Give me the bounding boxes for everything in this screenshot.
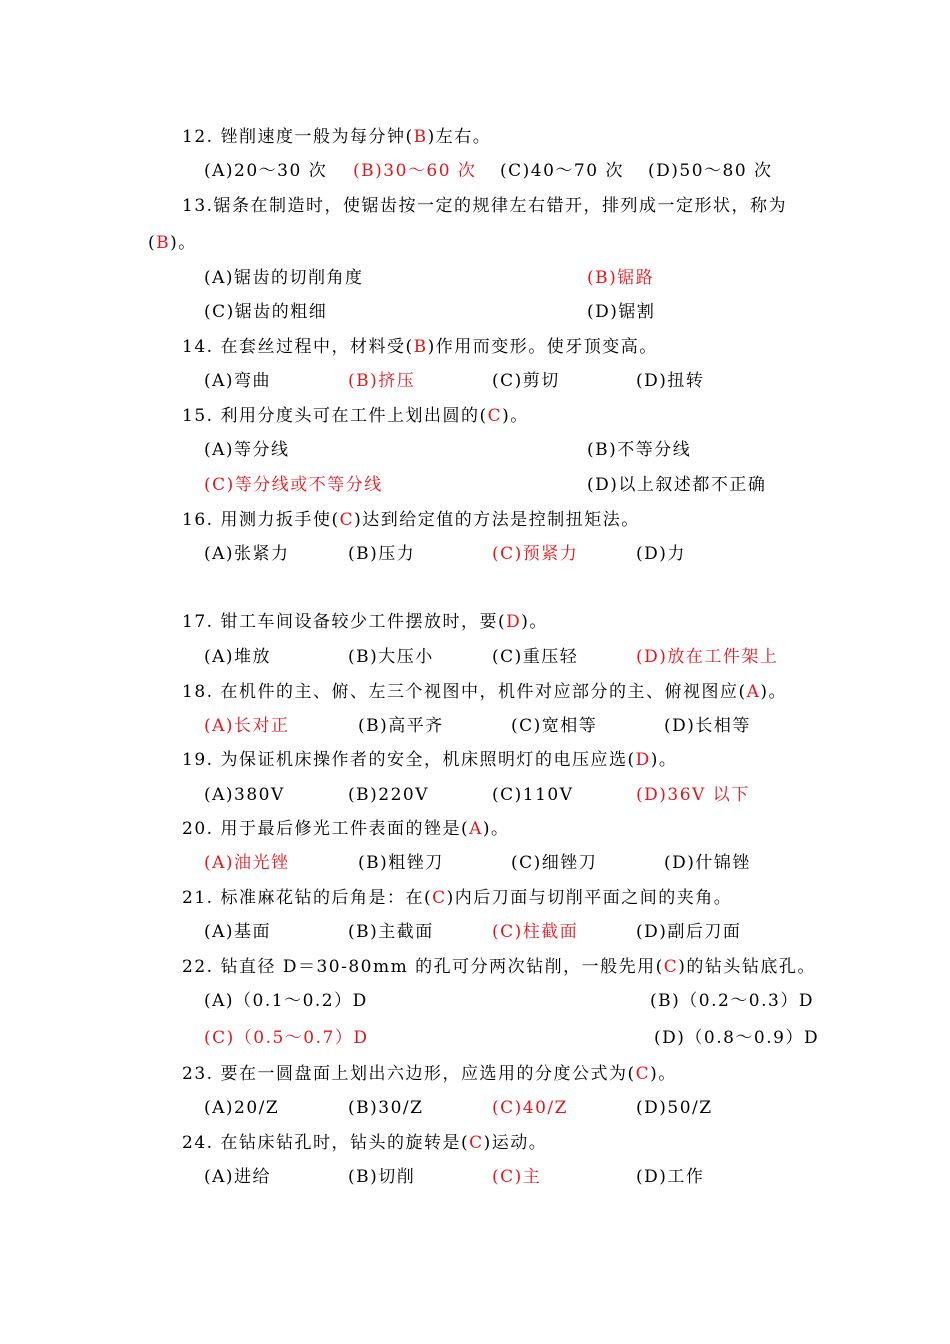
option-13-d: (D)锯割 [587, 302, 656, 322]
option-19-b: (B)220V [348, 785, 429, 805]
question-12: 12. 锉削速度一般为每分钟(B)左右。 [182, 127, 492, 147]
option-23-d: (D)50/Z [636, 1098, 713, 1118]
option-16-c: (C)预紧力 [492, 544, 579, 564]
answer-18: A [746, 682, 761, 702]
question-13-cont: (B)。 [148, 233, 197, 253]
answer-13: B [156, 233, 171, 253]
question-13: 13.锯条在制造时，使锯齿按一定的规律左右错开，排列成一定形状，称为 [182, 196, 788, 216]
answer-23: C [635, 1064, 651, 1084]
question-19: 19. 为保证机床操作者的安全，机床照明灯的电压应选(D)。 [182, 750, 678, 770]
option-20-c: (C)细锉刀 [511, 853, 598, 873]
question-14: 14. 在套丝过程中，材料受(B)作用而变形。使牙顶变高。 [182, 337, 658, 357]
answer-15: C [487, 406, 503, 426]
question-22: 22. 钻直径 D＝30-80mm 的孔可分两次钻削，一般先用(C)的钻头钻底孔。 [182, 957, 816, 977]
option-16-d: (D)力 [636, 544, 686, 564]
answer-20: A [469, 819, 483, 839]
question-21: 21. 标准麻花钻的后角是：在(C)内后刀面与切削平面之间的夹角。 [182, 888, 733, 908]
option-12-a: (A)20～30 次 [204, 161, 328, 181]
option-16-b: (B)压力 [348, 544, 416, 564]
option-15-c: (C)等分线或不等分线 [204, 475, 383, 495]
option-14-a: (A)弯曲 [204, 371, 272, 391]
answer-16: C [339, 510, 355, 530]
option-18-d: (D)长相等 [664, 716, 751, 736]
question-15: 15. 利用分度头可在工件上划出圆的(C)。 [182, 406, 529, 426]
question-18: 18. 在机件的主、俯、左三个视图中，机件对应部分的主、俯视图应(A)。 [182, 682, 787, 702]
option-22-c: (C)（0.5～0.7）D [204, 1028, 369, 1048]
option-20-d: (D)什锦锉 [664, 853, 751, 873]
option-15-a: (A)等分线 [204, 440, 290, 460]
option-24-d: (D)工作 [636, 1167, 705, 1187]
option-13-b: (B)锯路 [587, 268, 655, 288]
answer-24: C [469, 1133, 484, 1153]
question-20: 20. 用于最后修光工件表面的锉是(A)。 [182, 819, 510, 839]
answer-22: C [663, 957, 679, 977]
option-14-b: (B)挤压 [348, 371, 416, 391]
option-23-a: (A)20/Z [204, 1098, 280, 1118]
option-22-d: (D)（0.8～0.9）D [654, 1028, 820, 1048]
option-20-b: (B)粗锉刀 [358, 853, 444, 873]
question-17: 17. 钳工车间设备较少工件摆放时，要(D)。 [182, 612, 548, 632]
option-18-c: (C)宽相等 [511, 716, 598, 736]
option-21-d: (D)副后刀面 [636, 922, 742, 942]
option-18-a: (A)长对正 [204, 716, 290, 736]
question-23: 23. 要在一圆盘面上划出六边形，应选用的分度公式为(C)。 [182, 1064, 677, 1084]
option-15-d: (D)以上叙述都不正确 [587, 475, 767, 495]
question-16: 16. 用测力扳手使(C)达到给定值的方法是控制扭矩法。 [182, 510, 640, 530]
option-12-d: (D)50～80 次 [648, 161, 773, 181]
answer-14: B [413, 337, 428, 357]
option-23-b: (B)30/Z [348, 1098, 424, 1118]
option-19-a: (A)380V [204, 785, 285, 805]
option-17-a: (A)堆放 [204, 647, 272, 667]
option-12-b: (B)30～60 次 [353, 161, 477, 181]
answer-19: D [635, 750, 651, 770]
answer-21: C [432, 888, 447, 908]
option-17-d: (D)放在工件架上 [636, 647, 779, 667]
option-20-a: (A)油光锉 [204, 853, 290, 873]
option-22-a: (A)（0.1～0.2）D [204, 991, 368, 1011]
option-21-a: (A)基面 [204, 922, 272, 942]
option-15-b: (B)不等分线 [587, 440, 692, 460]
option-17-b: (B)大压小 [348, 647, 434, 667]
answer-17: D [506, 612, 522, 632]
option-14-d: (D)扭转 [636, 371, 705, 391]
option-22-b: (B)（0.2～0.3）D [650, 991, 814, 1011]
option-24-b: (B)切削 [348, 1167, 416, 1187]
option-18-b: (B)高平齐 [358, 716, 444, 736]
option-19-d: (D)36V 以下 [636, 785, 750, 805]
option-21-b: (B)主截面 [348, 922, 434, 942]
option-12-c: (C)40～70 次 [500, 161, 624, 181]
option-13-c: (C)锯齿的粗细 [204, 302, 328, 322]
question-24: 24. 在钻床钻孔时，钻头的旋转是(C)运动。 [182, 1133, 548, 1153]
option-24-c: (C)主 [492, 1167, 542, 1187]
option-17-c: (C)重压轻 [492, 647, 579, 667]
option-14-c: (C)剪切 [492, 371, 560, 391]
option-24-a: (A)进给 [204, 1167, 272, 1187]
answer-12: B [413, 127, 428, 147]
option-21-c: (C)柱截面 [492, 922, 579, 942]
option-19-c: (C)110V [492, 785, 574, 805]
option-13-a: (A)锯齿的切削角度 [204, 268, 364, 288]
option-16-a: (A)张紧力 [204, 544, 290, 564]
option-23-c: (C)40/Z [492, 1098, 568, 1118]
